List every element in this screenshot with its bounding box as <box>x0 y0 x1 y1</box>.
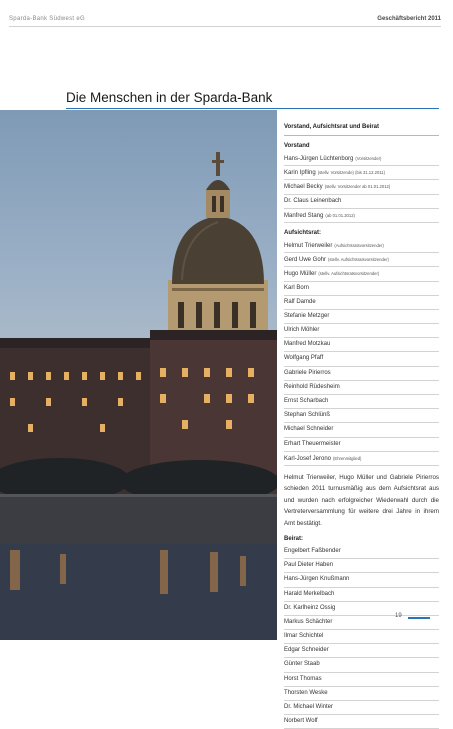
section-vorstand-label: Vorstand <box>284 143 310 149</box>
member-name: Karin Ipfling <box>284 170 316 177</box>
member-note: (stellv. Vorsitzender ab 01.01.2012) <box>324 184 391 190</box>
list-item <box>284 180 439 194</box>
list-item <box>284 687 439 701</box>
list-item <box>284 166 439 180</box>
sidebar <box>284 110 439 729</box>
member-name: Edgar Schneider <box>284 647 329 654</box>
member-name: Stephan Schlünß <box>284 412 331 419</box>
list-item <box>284 673 439 687</box>
member-name: Michael Schneider <box>284 426 334 433</box>
member-name: Karl-Josef Jerono <box>284 455 332 462</box>
page-title: Die Menschen in der Sparda-Bank <box>66 90 273 105</box>
list-item <box>284 310 439 324</box>
list-item <box>284 381 439 395</box>
member-name: Markus Schächter <box>284 618 333 625</box>
member-name: Ernst Scharbach <box>284 398 329 404</box>
list-item <box>284 545 439 559</box>
member-name: Reinhold Rüdesheim <box>284 383 340 390</box>
city-photo <box>0 110 277 640</box>
list-item <box>284 701 439 715</box>
member-name: Helmut Trierweiler <box>284 242 333 249</box>
member-name: Dr. Claus Leinenbach <box>284 197 342 204</box>
list-item <box>284 438 439 452</box>
member-name: Günter Staab <box>284 661 320 668</box>
list-item <box>284 644 439 658</box>
list-item <box>284 152 439 166</box>
member-name: Manfred Stang <box>284 212 324 219</box>
member-name: Dr. Karlheinz Ossig <box>284 604 336 611</box>
member-name: Horst Thomas <box>284 675 322 682</box>
list-item <box>284 423 439 437</box>
member-name: Hugo Müller <box>284 271 317 278</box>
list-item <box>284 409 439 423</box>
sidebar-rule <box>284 135 439 136</box>
aufsichtsrat-paragraph: Helmut Trierweiler, Hugo Müller und Gabriele Pirierros schieden 2011 turnusmäßig aus dem Aufsichtsrat aus und wurden nach erfolgreicher Wiederwahl durch die Vertreterversammlung für weitere drei Jahre in ihrem Amt bestätigt. <box>284 473 439 527</box>
list-item <box>284 352 439 366</box>
member-note: (stellv. Vorsitzende) (bis 31.12.2011) <box>317 170 386 176</box>
member-name: Manfred Motzkau <box>284 341 331 348</box>
member-note: (Aufsichtsratsvorsitzender) <box>334 242 384 248</box>
list-item <box>284 267 439 281</box>
member-name: Harald Merkelbach <box>284 590 335 597</box>
member-name: Hans-Jürgen Knußmann <box>284 576 350 583</box>
member-name: Karl Born <box>284 284 310 291</box>
header-left: Sparda-Bank Südwest eG <box>9 16 85 22</box>
member-note: (stellv. Aufsichtsratsvorsitzender) <box>328 257 389 263</box>
list-item <box>284 324 439 338</box>
list-item <box>284 209 439 223</box>
list-item <box>284 559 439 573</box>
city-photo-illustration <box>0 110 277 640</box>
section-beirat-label: Beirat: <box>284 535 304 542</box>
list-item <box>284 588 439 602</box>
list-item <box>284 452 439 466</box>
list-vorstand <box>284 152 439 223</box>
list-item <box>284 282 439 296</box>
title-rule <box>66 108 439 109</box>
list-item <box>284 630 439 644</box>
member-name: Erhart Theuermeister <box>284 440 341 447</box>
member-name: Ralf Damde <box>284 298 316 305</box>
list-item <box>284 395 439 409</box>
list-aufsichtsrat <box>284 239 439 466</box>
member-name: Paul Dieter Haben <box>284 562 334 569</box>
member-name: Ulrich Möhler <box>284 327 320 334</box>
header-right: Geschäftsbericht 2011 <box>377 16 441 22</box>
list-item <box>284 195 439 209</box>
member-note: (Ehrenmitglied) <box>333 455 362 461</box>
list-item <box>284 602 439 616</box>
list-beirat <box>284 545 439 729</box>
list-item <box>284 573 439 587</box>
list-item <box>284 338 439 352</box>
member-name: Gabriele Pirierros <box>284 369 331 376</box>
member-name: Michael Becky <box>284 184 323 191</box>
member-name: Hans-Jürgen Lüchtenborg <box>284 156 354 162</box>
list-item <box>284 367 439 381</box>
member-note: (Vorsitzender) <box>355 156 382 161</box>
list-item <box>284 658 439 672</box>
member-note: (stellv. Aufsichtsratsvorsitzender) <box>318 271 380 277</box>
member-name: Stefanie Metzger <box>284 312 330 319</box>
section-aufsichtsrat-label: Aufsichtsrat: <box>284 229 322 236</box>
member-note: (ab 01.01.2012) <box>325 212 355 218</box>
page-number: 19 <box>395 613 402 619</box>
member-name: Dr. Michael Winter <box>284 704 334 711</box>
member-name: Norbert Wolf <box>284 718 318 725</box>
member-name: Wolfgang Pfaff <box>284 355 324 362</box>
header-rule <box>9 26 441 27</box>
member-name: Ilmar Schichtel <box>284 633 324 640</box>
list-item <box>284 239 439 253</box>
list-item <box>284 715 439 729</box>
list-item <box>284 296 439 310</box>
list-item <box>284 253 439 267</box>
page-number-bar <box>408 617 430 619</box>
sidebar-heading: Vorstand, Aufsichtsrat und Beirat <box>284 124 380 130</box>
member-name: Engelbert Faßbender <box>284 547 341 554</box>
member-name: Thorsten Weske <box>284 689 328 696</box>
member-name: Gerd Uwe Gohr <box>284 257 327 264</box>
